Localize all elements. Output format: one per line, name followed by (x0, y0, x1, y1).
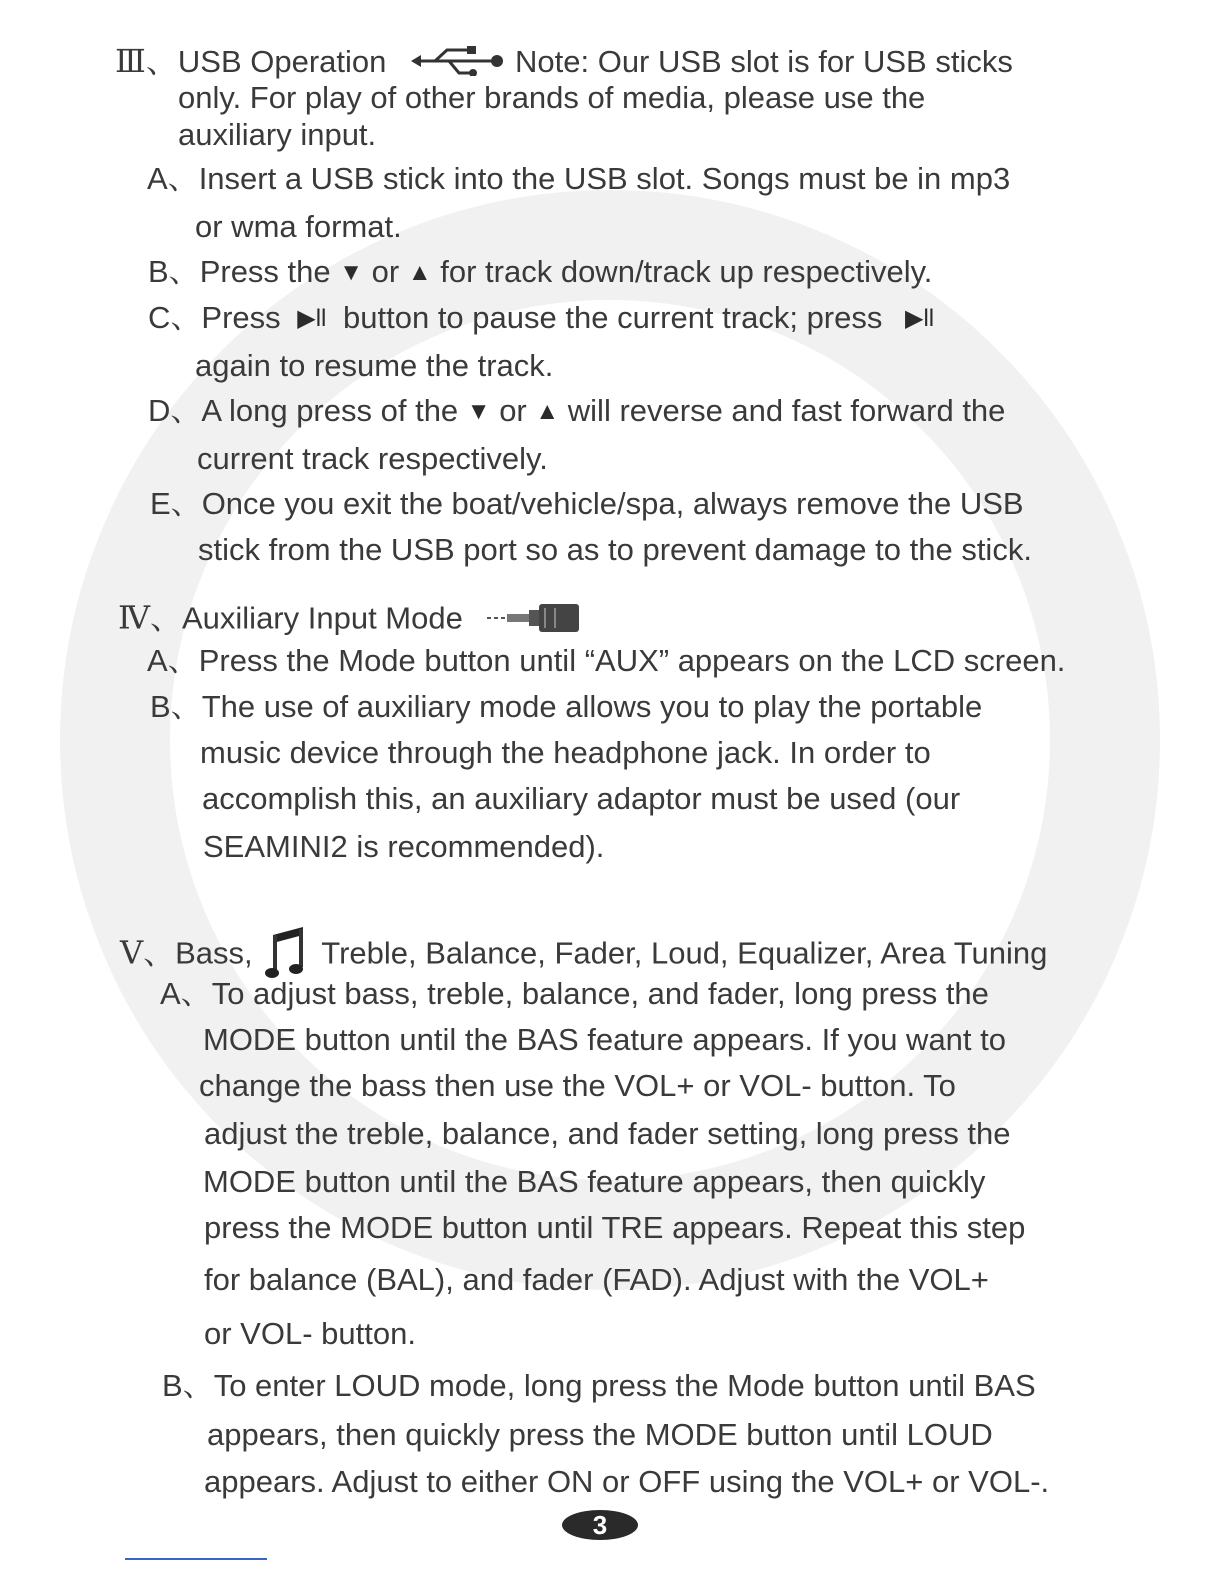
bass-item-a-line-4: adjust the treble, balance, and fader setting, long press the (204, 1116, 1011, 1151)
section-title: Bass, (175, 935, 253, 971)
usb-item-d-line-2: current track respectively. (197, 441, 548, 476)
item-text: Press (201, 300, 281, 335)
section-numeral: Ⅴ、 (120, 934, 176, 971)
aux-item-a (147, 645, 1065, 676)
bass-item-a-line-3: change the bass then use the VOL+ or VOL- button. To (199, 1068, 956, 1103)
item-letter: A、 (147, 161, 199, 196)
item-text: Press the Mode button until “AUX” appears on the LCD screen. (198, 643, 1066, 678)
usb-item-d (148, 395, 1005, 426)
item-text: The use of auxiliary mode allows you to play the portable (201, 689, 983, 724)
item-letter: A、 (160, 976, 212, 1011)
item-text: Press the (199, 254, 331, 289)
section-numeral: Ⅳ、 (118, 599, 182, 636)
item-letter: C、 (148, 300, 202, 335)
aux-item-b-line-3: accomplish this, an auxiliary adaptor must be used (our (202, 781, 961, 816)
item-text: Insert a USB stick into the USB slot. Songs must be in mp3 (198, 161, 1011, 196)
bass-item-b (162, 1370, 1036, 1401)
item-text: or (499, 393, 527, 428)
play-pause-icon: ▶ll (297, 305, 327, 332)
aux-plug-icon (485, 600, 585, 641)
bass-item-a-line-8: or VOL- button. (204, 1316, 416, 1351)
track-down-icon: ▼ (339, 259, 364, 286)
aux-item-b (150, 691, 982, 722)
item-letter: B、 (162, 1368, 214, 1403)
usb-item-e (150, 488, 1024, 519)
item-letter: B、 (148, 254, 200, 289)
item-text: button to pause the current track; press (343, 300, 883, 335)
aux-item-b-line-2: music device through the headphone jack. In order to (200, 735, 931, 770)
usb-item-a (147, 163, 1010, 194)
usb-item-a-line-2: or wma format. (195, 209, 402, 244)
bass-item-a-line-6: press the MODE button until TRE appears. Repeat this step (204, 1210, 1026, 1245)
item-letter: A、 (147, 643, 199, 678)
item-text: To enter LOUD mode, long press the Mode button until BAS (213, 1368, 1036, 1403)
item-text: will reverse and fast forward the (567, 393, 1006, 428)
aux-item-b-line-4: SEAMINI2 is recommended). (203, 829, 605, 864)
item-text: A long press of the (201, 393, 459, 428)
item-letter: D、 (148, 393, 202, 428)
track-up-icon: ▲ (407, 259, 432, 286)
bass-item-b-line-2: appears, then quickly press the MODE button until LOUD (207, 1417, 993, 1452)
bass-item-a-line-2: MODE button until the BAS feature appears. If you want to (203, 1022, 1007, 1057)
footer-rule (125, 1558, 267, 1560)
item-text: To adjust bass, treble, balance, and fader, long press the (211, 976, 989, 1011)
item-letter: E、 (150, 486, 202, 521)
usb-item-c-line-2: again to resume the track. (195, 348, 554, 383)
usb-icon (409, 46, 505, 81)
usb-item-e-line-2: stick from the USB port so as to prevent damage to the stick. (198, 532, 1032, 567)
bass-item-b-line-3: appears. Adjust to either ON or OFF using the VOL+ or VOL-. (204, 1464, 1050, 1499)
item-text: for track down/track up respectively. (440, 254, 933, 289)
bass-item-a-line-7: for balance (BAL), and fader (FAD). Adjust with the VOL+ (204, 1262, 989, 1297)
bass-item-a-line-5: MODE button until the BAS feature appears, then quickly (203, 1164, 986, 1199)
usb-item-b (148, 256, 932, 287)
track-up-icon: ▲ (535, 398, 560, 425)
usb-section-heading (115, 45, 1013, 81)
section-title: Auxiliary Input Mode (181, 600, 463, 636)
section-numeral: Ⅲ、 (115, 43, 178, 79)
track-down-icon: ▼ (466, 398, 491, 425)
usb-item-c (148, 302, 934, 333)
aux-section-heading (118, 600, 585, 641)
usb-note-line-2: only. For play of other brands of media, please use the (178, 80, 926, 115)
item-text: Once you exit the boat/vehicle/spa, always remove the USB (201, 486, 1024, 521)
item-text: or (371, 254, 400, 289)
play-pause-icon: ▶ll (905, 305, 935, 332)
page-number: 3 (562, 1510, 638, 1540)
item-letter: B、 (150, 689, 202, 724)
section-title: USB Operation (177, 44, 387, 79)
bass-item-a (160, 978, 989, 1009)
usb-note-line-3: auxiliary input. (178, 117, 377, 152)
usb-note: Note: Our USB slot is for USB sticks (515, 44, 1013, 79)
section-title-continued: Treble, Balance, Fader, Loud, Equalizer, Area Tuning (321, 935, 1048, 971)
